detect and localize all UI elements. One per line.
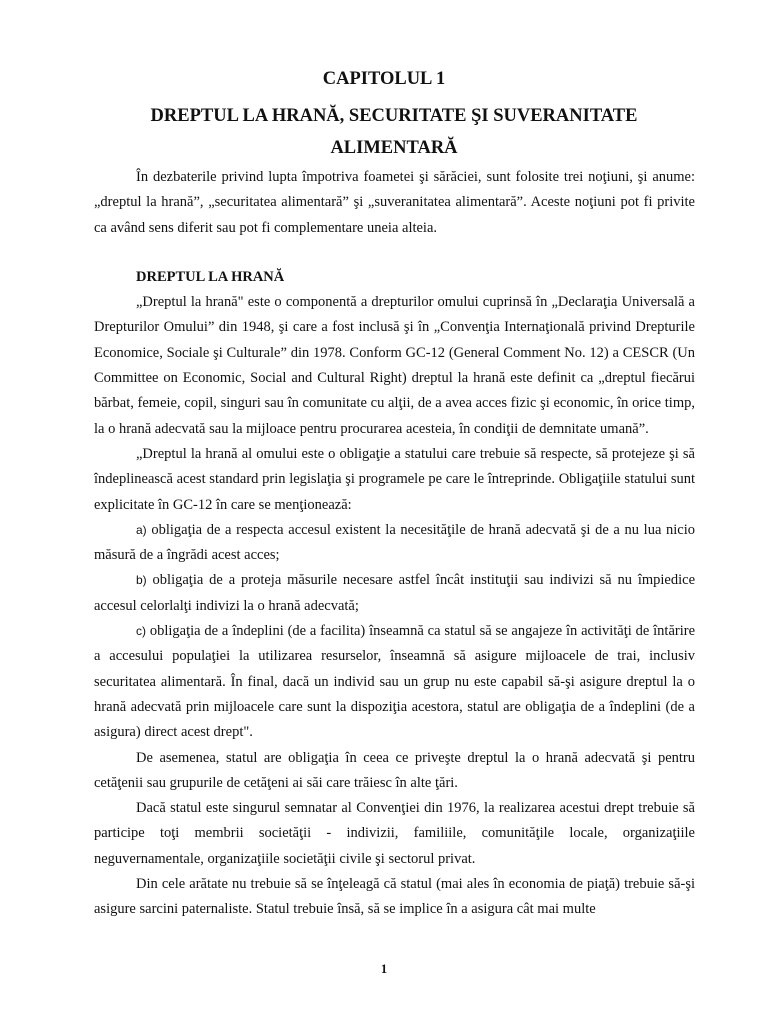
chapter-title: DREPTUL LA HRANĂ, SECURITATE ŞI SUVERANITATE ALIMENTARĂ [150, 106, 638, 158]
list-item-text: obligaţia de a respecta accesul existent la necesităţile de hrană adecvată şi de a nu lua nicio măsură de a îngrădi acest acces; [94, 521, 696, 564]
list-marker: a) [136, 522, 147, 537]
list-item-text: obligaţia de a îndeplini (de a facilita) înseamnă ca statul să se angajeze în activităţi de întărire a accesului populaţiei la utilizarea resurselor, înseamnă să asigure mijloacele de trai, inclusiv securitatea alimentară. În final, dacă un individ sau un grup nu este capabil să-şi asigure dreptul la o hrană adecvată prin mijloacele care sunt la dispoziţia acestora, statul are obligaţia de a îndeplini (de a asigura) direct acest drept". [94, 623, 696, 741]
list-item-b [94, 568, 695, 619]
list-marker: c) [136, 624, 146, 639]
paragraph-society: Dacă statul este singurul semnatar al Convenţiei din 1976, la realizarea acestui drept trebuie să participe toţi membrii societăţii - indivizii, familiile, comunităţile locale, organizaţiile neguvernamentale, organizaţiile societăţii civile şi sectorul privat. [94, 800, 695, 867]
document-body [94, 165, 695, 923]
list-item-a [94, 518, 695, 569]
section-heading: DREPTUL LA HRANĂ [136, 268, 285, 285]
intro-paragraph: În dezbaterile privind lupta împotriva foametei şi sărăciei, sunt folosite trei noţiuni, şi anume: „dreptul la hrană”, „securitatea alimentară” şi „suveranitatea alimentară”. Aceste noţiuni pot fi privite ca având sens diferit sau pot fi complementare uneia alteia. [94, 169, 695, 236]
list-item-c [94, 619, 695, 745]
paragraph-state-role: Din cele arătate nu trebuie să se înţeleagă că statul (mai ales în economia de piaţă) trebuie să-şi asigure sarcini paternaliste. Statul trebuie însă, să se implice în a asigura cât mai multe [94, 876, 695, 918]
page-number: 1 [380, 962, 388, 976]
paragraph-citizens-abroad: De asemenea, statul are obligaţia în ceea ce priveşte dreptul la o hrană adecvată şi pentru cetăţenii sau grupurile de cetăţeni ai săi care trăiesc în alte ţări. [94, 749, 695, 791]
list-item-text: obligaţia de a proteja măsurile necesare astfel încât instituţii sau indivizi să nu împiedice accesul celorlalţi indivizi la o hrană adecvată; [94, 572, 696, 614]
list-marker: b) [136, 573, 147, 588]
paragraph-definition: „Dreptul la hrană" este o componentă a drepturilor omului cuprinsă în „Declaraţia Universală a Drepturilor Omului” din 1948, şi care a fost inclusă şi în „Convenţia Internaţională privind Drepturile Economice, Sociale şi Culturale” din 1978. Conform GC-12 (General Comment No. 12) a CESCR (Un Committee on Economic, Social and Cultural Right) dreptul la hrană este definit ca „dreptul fiecărui bărbat, femeie, copil, singuri sau în comunitate cu alţii, de a avea acces fizic şi economic, în orice timp, la o hrană adecvată sau la mijloace pentru procurarea acesteia, în condiţii de demnitate umană”. [94, 294, 695, 437]
chapter-label: CAPITOLUL 1 [322, 69, 446, 89]
paragraph-obligations: „Dreptul la hrană al omului este o obligaţie a statului care trebuie să respecte, să protejeze şi să îndeplinească acest standard prin legislaţia şi programele pe care le întreprinde. Obligaţiile statului sunt explicitate în GC-12 în care se menţionează: [94, 445, 695, 513]
